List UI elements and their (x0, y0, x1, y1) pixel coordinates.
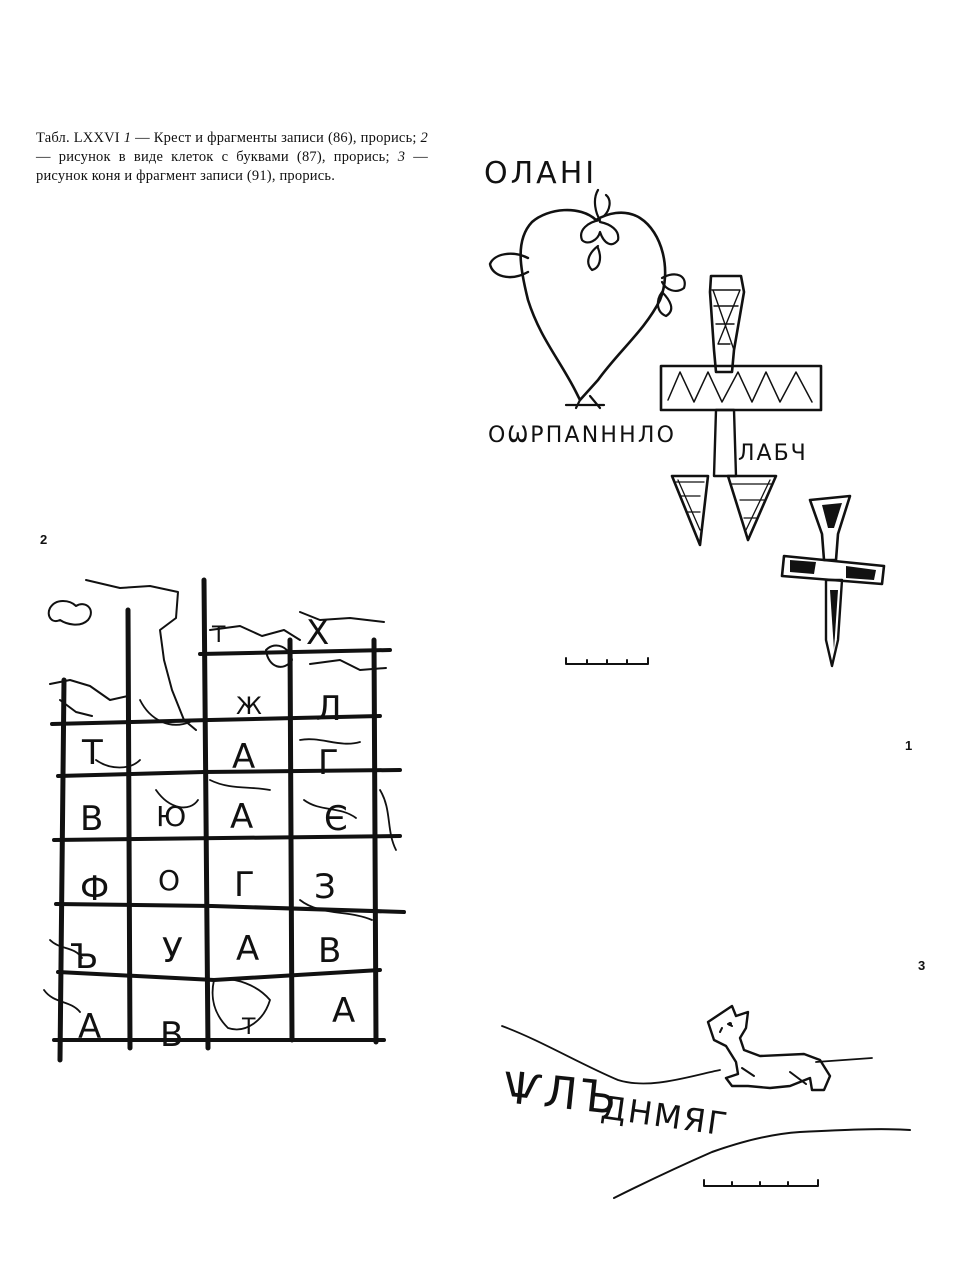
grid-letter: А (78, 1007, 102, 1047)
grid-letter: Є (324, 799, 348, 839)
caption-figure-3-number: 3 (397, 149, 406, 165)
figure-1-inscription-left: ОѠРПАNННЛО (488, 423, 677, 448)
figure-3-inscription-part2: ДНМЯГ (598, 1088, 732, 1144)
grid-letter: Ъ (70, 937, 99, 977)
grid-letter: А (332, 991, 356, 1031)
figure-3-scale-bar (704, 1180, 818, 1186)
grid-letter: Л (316, 689, 342, 729)
grid-letter: В (80, 799, 104, 839)
grid-letter: Ю (156, 800, 187, 833)
grid-letter: А (232, 737, 256, 777)
figure-1-label: 1 (905, 738, 913, 753)
figure-3-label: 3 (918, 958, 926, 973)
horse-drawing (708, 1006, 830, 1090)
figure-1-top-inscription: ОЛАНІ (484, 156, 598, 191)
caption-figure-2-number: 2 (420, 130, 428, 146)
grid-letter: Ф (80, 869, 110, 909)
grid-letter: Х (306, 613, 330, 653)
grid-letter: В (160, 1015, 184, 1055)
caption-table-number: Табл. LXXVI (36, 130, 120, 146)
grid-letter: А (236, 929, 260, 969)
figure-1-inscription-right: ЛАБЧ (738, 441, 808, 466)
grid-letter: Т (242, 1015, 256, 1040)
grid-letter: Т (212, 623, 226, 648)
grid-letter: В (318, 931, 342, 971)
grid-letter: А (230, 797, 254, 837)
grid-letter: Т (82, 733, 103, 773)
caption-figure-3-text: — рисунок коня и фрагмент записи (91), прорись. (36, 149, 428, 184)
grid-letter: У (162, 931, 183, 971)
caption-figure-2-text: — рисунок в виде клеток с буквами (87), прорись; (36, 149, 398, 165)
caption-figure-1-number: 1 (123, 130, 132, 146)
grid-letter: Г (234, 865, 255, 905)
figure-2-label: 2 (40, 532, 48, 547)
grid-letter: З (314, 867, 336, 907)
figure-3-inscription-part1: ѰЛЪ (500, 1062, 622, 1126)
grid-letter: Г (318, 743, 339, 783)
caption-figure-1-text: — Крест и фрагменты записи (86), прорись; (131, 130, 421, 146)
grid-letter: О (158, 864, 181, 897)
figure-3-lower-line (614, 1129, 910, 1198)
grid-letter: Ж (236, 692, 262, 720)
